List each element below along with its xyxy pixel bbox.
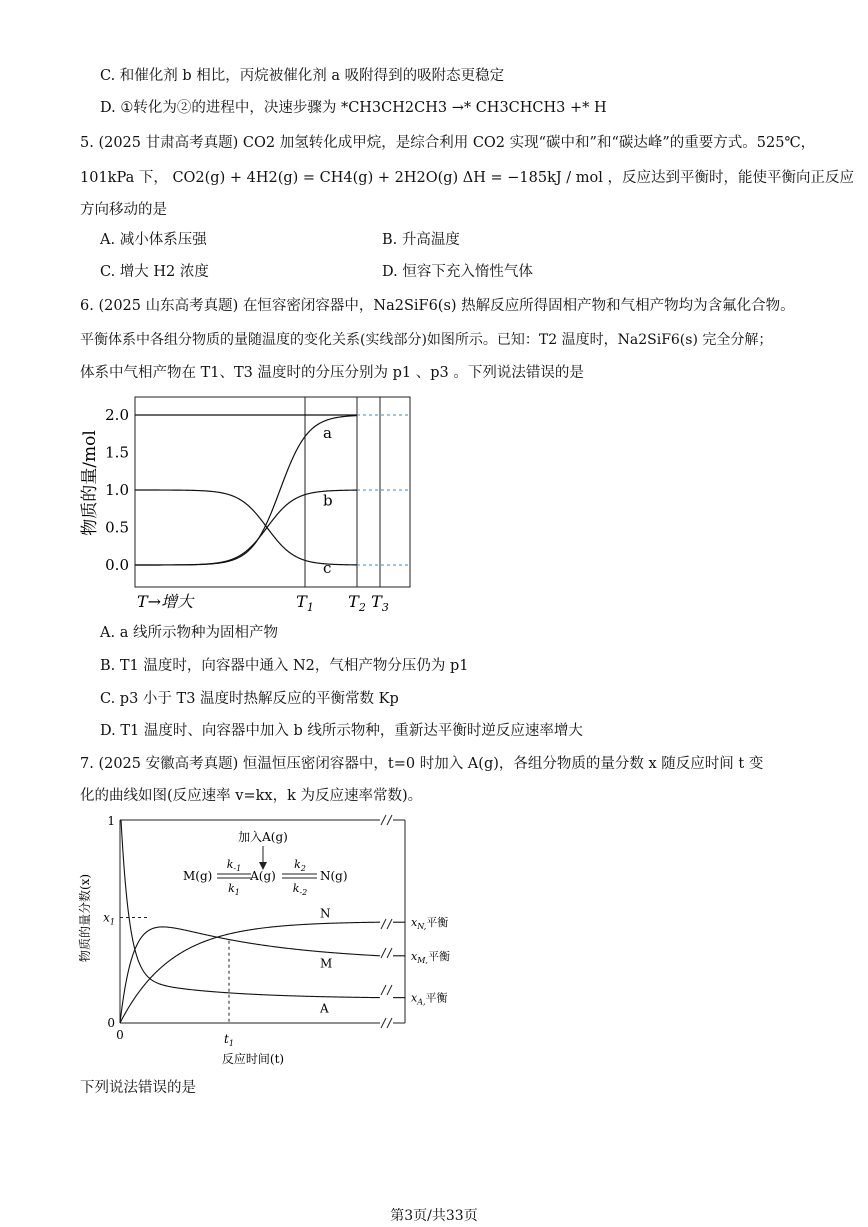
series-label-a: a	[323, 423, 332, 442]
axis-break-0b	[387, 815, 392, 825]
inset-k1: $k_1$	[228, 882, 240, 897]
y-tick-label: 0.0	[105, 556, 129, 574]
q5-stem-text1: CO2 加氢转化成甲烷，是综合利用 CO2 实现“碳中和”和“碳达峰”的重要方式。525℃，	[242, 135, 816, 151]
axis-break-3	[381, 948, 386, 958]
y-tick-label: 1.0	[105, 481, 129, 499]
q5-stem-line2	[80, 168, 854, 188]
y-tick-x1: $x_1$	[103, 910, 115, 927]
end-label-M: $x_{M,}$平衡	[411, 949, 450, 965]
q4-option-d-formula: *CH3CH2CH3 →* CH3CHCH3 +* H	[340, 100, 607, 116]
series-a-curve	[120, 820, 380, 998]
q7-number: 7.	[80, 756, 94, 772]
inset-k2: $k_2$	[294, 858, 306, 873]
axis-break-1b	[387, 1018, 392, 1028]
q6-option-d: D. T1 温度时、向容器中加入 b 线所示物种，重新达平衡时逆反应速率增大	[100, 723, 583, 739]
x-tick-label: $T_3$	[371, 592, 389, 614]
q5-stem-line1	[80, 133, 815, 153]
q5-option-a: A. 减小体系压强	[100, 232, 207, 248]
q6-stem-text1: 在恒容密闭容器中，Na2SiF6(s) 热解反应所得固相产物和气相产物均为含氟化合物。	[242, 298, 795, 314]
inset-a: A(g)	[250, 869, 276, 883]
axis-break-3b	[387, 948, 392, 958]
page-footer: 第3页/共33页	[390, 1208, 478, 1224]
q7-after-text: 下列说法错误的是	[80, 1080, 196, 1096]
q4-option-d	[100, 98, 607, 118]
x-tick-t1: $t_1$	[224, 1032, 234, 1048]
axis-break-4	[381, 985, 386, 995]
inset-m: M(g)	[183, 869, 213, 883]
q5-stem-pre: 101kPa 下，	[80, 170, 168, 186]
x-axis-label: 反应时间(t)	[221, 1052, 285, 1066]
series-m-curve	[120, 927, 380, 1023]
q4-option-c: C. 和催化剂 b 相比，丙烷被催化剂 a 吸附得到的吸附态更稳定	[100, 68, 505, 84]
q5-number: 5.	[80, 135, 94, 151]
q7-stem-line2: 化的曲线如图(反应速率 v=kx，k 为反应速率常数)。	[80, 788, 423, 804]
x-tick-label: $T_1$	[296, 592, 314, 614]
y-tick-label: 2.0	[105, 406, 129, 424]
q7-source: (2025 安徽高考真题)	[98, 756, 239, 772]
q5-option-c: C. 增大 H2 浓度	[100, 264, 209, 280]
q6-stem-line2: 平衡体系中各组分物质的量随温度的变化关系(实线部分)如图所示。已知：T2 温度时，Na2SiF6(s) 完全分解；	[80, 332, 773, 348]
inset-add-a: 加入A(g)	[238, 830, 288, 844]
q5-source: (2025 甘肃高考真题)	[98, 135, 239, 151]
q7-stem-text1: 恒温恒压密闭容器中，t=0 时加入 A(g)，各组分物质的量分数 x 随反应时间 t 变	[242, 756, 764, 772]
q5-stem-post: ，反应达到平衡时，能使平衡向正反应	[607, 170, 855, 186]
x-tick-label: $T_2$	[348, 592, 366, 614]
plot-frame	[135, 397, 410, 587]
axis-break-4b	[387, 985, 392, 995]
q7-stem-line1	[80, 754, 763, 774]
q5-option-d: D. 恒容下充入惰性气体	[382, 264, 533, 280]
q6-stem-line3: 体系中气相产物在 T1、T3 温度时的分压分别为 p1 、p3 。下列说法错误的是	[80, 365, 584, 381]
x-tick-0: 0	[116, 1028, 124, 1042]
axis-break-2	[381, 919, 386, 929]
q4-option-d-prefix: D. ①转化为②的进程中，决速步骤为	[100, 100, 337, 116]
y-tick-0: 0	[107, 1016, 115, 1030]
y-tick-label: 1.5	[105, 443, 129, 462]
q6-option-b: B. T1 温度时，向容器中通入 N2，气相产物分压仍为 p1	[100, 658, 469, 674]
q6-source: (2025 山东高考真题)	[98, 298, 239, 314]
axis-break-2b	[387, 919, 392, 929]
x-axis-label: T→增大	[137, 592, 194, 611]
series-label-N: N	[320, 906, 331, 921]
q6-chart	[75, 385, 420, 615]
inset-n: N(g)	[320, 869, 348, 883]
inset-k-minus1: $k_{-1}$	[226, 858, 242, 873]
series-label-A: A	[320, 1001, 329, 1016]
axis-break-1	[381, 1018, 386, 1028]
q6-number: 6.	[80, 298, 94, 314]
series-n-curve	[120, 922, 380, 1023]
y-axis-label: 物质的量分数(x)	[78, 873, 92, 963]
axis-break-0	[381, 815, 386, 825]
series-label-M: M	[320, 956, 333, 971]
inset-k-minus2: $k_{-2}$	[292, 882, 308, 897]
q6-option-c: C. p3 小于 T3 温度时热解反应的平衡常数 Kp	[100, 691, 399, 707]
q7-chart	[75, 808, 475, 1070]
end-label-N: $x_{N,}$平衡	[411, 916, 449, 932]
y-tick-label: 0.5	[105, 518, 129, 537]
q5-stem-line3: 方向移动的是	[80, 202, 167, 218]
q5-option-b: B. 升高温度	[382, 232, 460, 248]
q5-equation: CO2(g) + 4H2(g) = CH4(g) + 2H2O(g) ΔH = −185kJ / mol	[172, 170, 603, 186]
y-tick-1: 1	[107, 814, 115, 828]
q6-option-a: A. a 线所示物种为固相产物	[100, 625, 278, 641]
series-label-b: b	[323, 491, 333, 510]
series-label-c: c	[323, 558, 332, 577]
y-axis-label: 物质的量/mol	[80, 430, 100, 536]
end-label-A: $x_{A,}$平衡	[411, 991, 448, 1007]
q6-stem-line1	[80, 296, 795, 316]
